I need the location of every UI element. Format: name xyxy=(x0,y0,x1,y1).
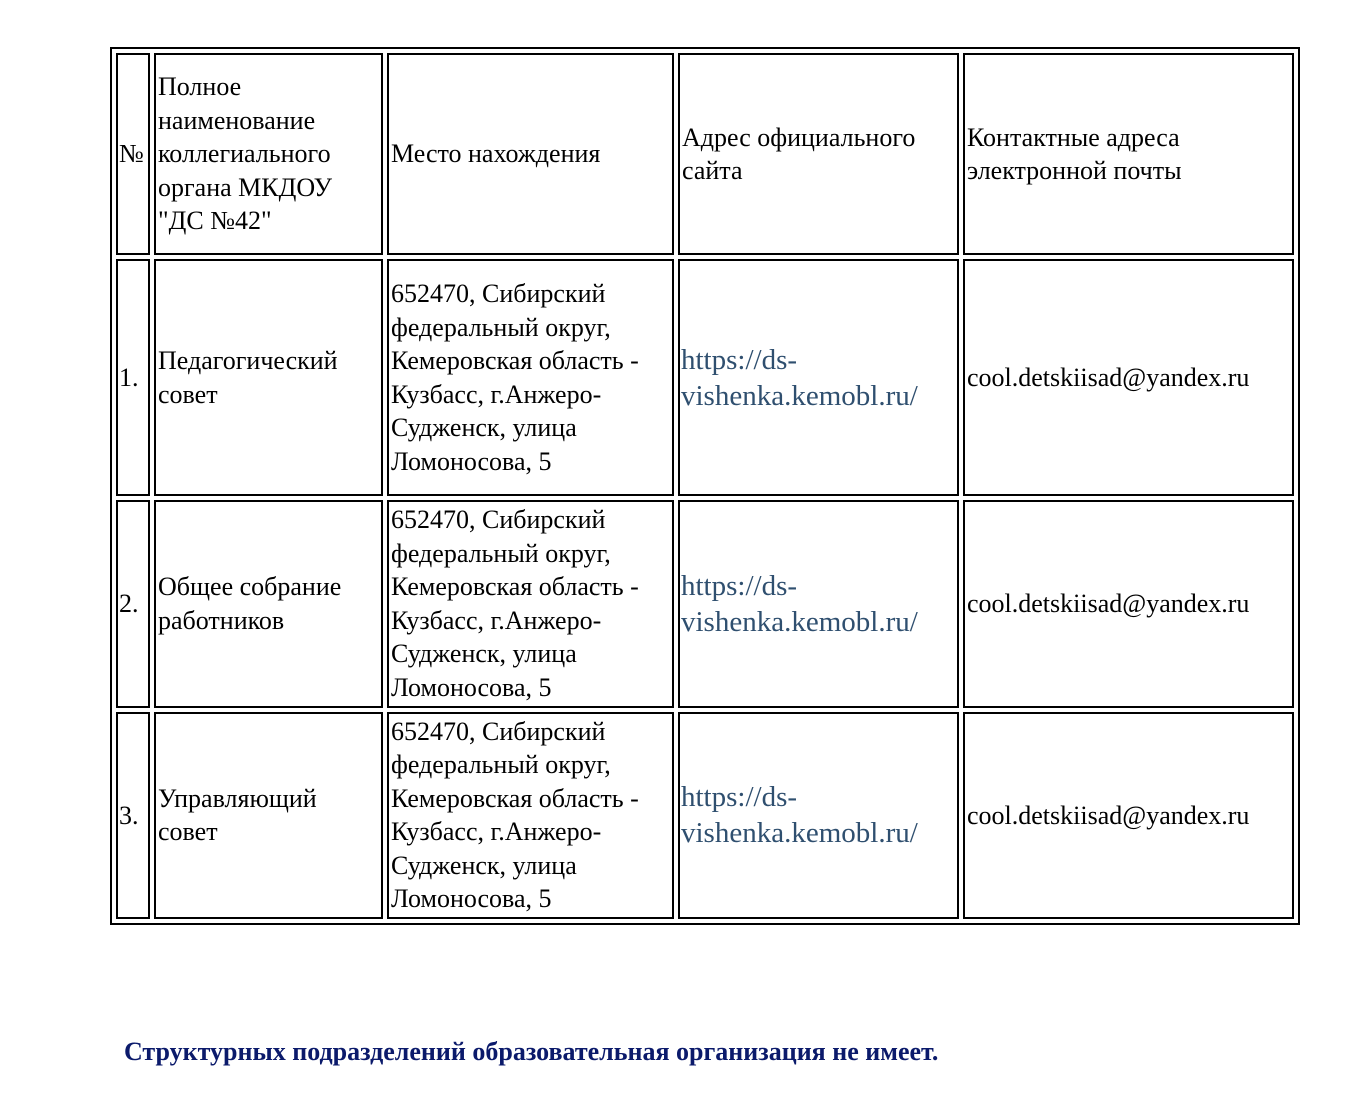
header-body-name: Полное наименование коллегиального органа МКДОУ "ДС №42" xyxy=(154,53,383,255)
row-email: cool.detskiisad@yandex.ru xyxy=(963,500,1294,707)
row-number: 1. xyxy=(116,259,150,496)
structural-units-note: Структурных подразделений образовательная организация не имеет. xyxy=(124,1037,939,1066)
row-email: cool.detskiisad@yandex.ru xyxy=(963,259,1294,496)
table-header-row xyxy=(116,53,1294,255)
row-body-name: Педагогический совет xyxy=(154,259,383,496)
row-body-name: Общее собрание работников xyxy=(154,500,383,707)
row-site-link[interactable]: https://ds-vishenka.kemobl.ru/ xyxy=(678,259,959,496)
collegial-bodies-table xyxy=(110,47,1300,925)
row-site-link[interactable]: https://ds-vishenka.kemobl.ru/ xyxy=(678,500,959,707)
row-site-link[interactable]: https://ds-vishenka.kemobl.ru/ xyxy=(678,712,959,919)
table-row xyxy=(116,259,1294,496)
header-location: Место нахождения xyxy=(387,53,674,255)
header-email: Контактные адреса электронной почты xyxy=(963,53,1294,255)
row-location: 652470, Сибирский федеральный округ, Кемеровская область - Кузбасс, г.Анжеро-Судженск, улица Ломоносова, 5 xyxy=(387,712,674,919)
row-number: 2. xyxy=(116,500,150,707)
row-body-name: Управляющий совет xyxy=(154,712,383,919)
table-row xyxy=(116,500,1294,707)
header-number: № xyxy=(116,53,150,255)
row-location: 652470, Сибирский федеральный округ, Кемеровская область - Кузбасс, г.Анжеро-Судженск, улица Ломоносова, 5 xyxy=(387,259,674,496)
table-row xyxy=(116,712,1294,919)
header-site: Адрес официального сайта xyxy=(678,53,959,255)
row-number: 3. xyxy=(116,712,150,919)
row-email: cool.detskiisad@yandex.ru xyxy=(963,712,1294,919)
row-location: 652470, Сибирский федеральный округ, Кемеровская область - Кузбасс, г.Анжеро-Судженск, улица Ломоносова, 5 xyxy=(387,500,674,707)
